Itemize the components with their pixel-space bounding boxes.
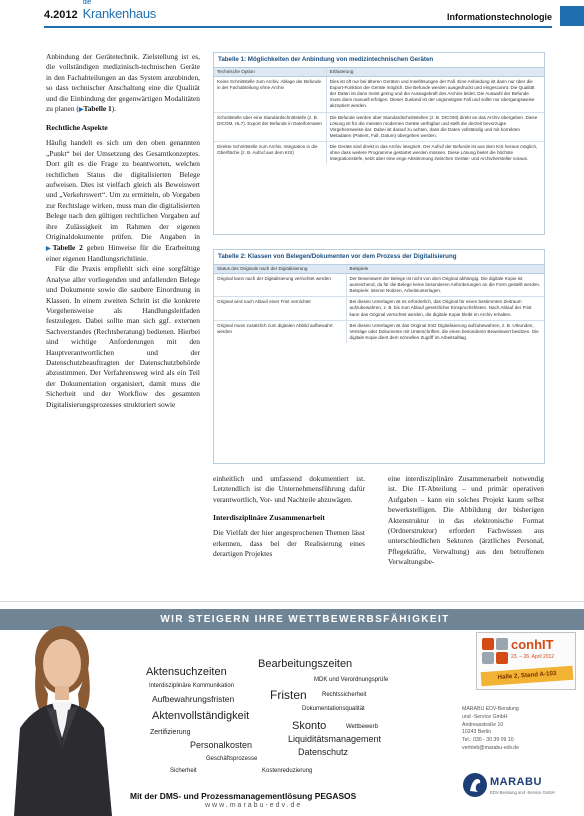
data-table bbox=[214, 68, 544, 164]
advertisement bbox=[0, 590, 584, 816]
table-reference[interactable]: ▶Tabelle 1 bbox=[78, 104, 112, 114]
ad-keyword: Personalkosten bbox=[190, 740, 253, 750]
table-cell: Die Befunde werden über Standardschnittstellen (z. B. DICOM) direkt an das Archiv übergeben. Diese Lösung ist für die meisten modernen Geräte verfügbar und stellt die derzeit bevorzugte Vorgehensweise dar. Dabei ist darauf zu achten, dass die Daten vollständig und mit korrekten Metadaten (Patient, Fall, Datum) übergeben werden. bbox=[326, 112, 544, 141]
contact-line: Andreasstraße 10 bbox=[462, 721, 504, 728]
table-reference[interactable]: ▶Tabelle 2 bbox=[46, 242, 83, 252]
arrow-right-icon: ▶ bbox=[78, 107, 84, 114]
marabu-subtitle: EDV-Beratung und -Service GmbH bbox=[490, 790, 555, 795]
ad-keyword: Rechtssicherheit bbox=[322, 692, 367, 698]
table-cell: Keine Schnittstelle zum Archiv. Ablage der Befunde in der Fachabteilung ohne Archiv bbox=[214, 77, 326, 112]
magazine-logo bbox=[82, 0, 156, 21]
table-row bbox=[214, 320, 544, 343]
ad-keyword: Datenschutz bbox=[298, 747, 349, 757]
paragraph: Anbindung der Gerätetechnik. Zielstellung ist es, die vollständigen medizinisch-technischen Geräte in den Fachabteilungen an das System anzubinden, so dass technischer Anschaltung eine die Qualität und die Einbindung der gegenwärtigen Modalitäten zu planen (▶Tabelle 1). bbox=[46, 52, 200, 114]
ad-tagline: Mit der DMS- und Prozessmanagementlösung PEGASOS bbox=[130, 791, 357, 801]
conhit-badge bbox=[476, 632, 576, 690]
contact-email-link[interactable]: vertrieb@marabu-edv.de bbox=[462, 744, 520, 751]
data-table bbox=[214, 265, 544, 343]
arrow-right-icon: ▶ bbox=[46, 245, 53, 252]
table-cell: Original muss zusätzlich zum digitalen Abbild aufbewahrt werden bbox=[214, 320, 346, 343]
table-1 bbox=[213, 52, 545, 235]
table-row bbox=[214, 274, 544, 297]
header-rule bbox=[44, 26, 552, 28]
ad-keyword: Fristen bbox=[270, 688, 307, 702]
ad-keyword: MDK und Verordnungsprüfe bbox=[314, 677, 389, 683]
ad-keyword: Kostenreduzierung bbox=[262, 768, 313, 774]
ad-keyword: Skonto bbox=[292, 720, 327, 732]
conhit-stand: Halle 2, Stand A-103 bbox=[481, 666, 574, 686]
contact-line: MARABU EDV-Beratung bbox=[462, 706, 519, 712]
magazine-logo-small: die bbox=[82, 0, 92, 6]
contact-line: und -Service GmbH bbox=[462, 713, 508, 720]
paragraph: Die Vielfalt der hier angesprochenen Themen lässt erkennen, dass bei der Realisierung eines derartigen Projektes bbox=[213, 528, 365, 559]
table-row bbox=[214, 112, 544, 141]
ad-headline: WIR STEIGERN IHRE WETTBEWERBSFÄHIGKEIT bbox=[160, 614, 450, 625]
column-header: Beispiele bbox=[346, 265, 544, 274]
table-cell: Bei diesen Unterlagen ist das Original trotz Digitalisierung aufzubewahren, z. B. Urkunden, Verträge oder Dokumente mit Unterschriften, die einen besonderen Beweiswert besitzen. Die digitale Kopie dient dem schnellen Zugriff im Arbeitsalltag. bbox=[349, 322, 539, 340]
marabu-name: MARABU bbox=[490, 776, 542, 788]
ad-keyword: Bearbeitungszeiten bbox=[258, 658, 353, 670]
table-header-row bbox=[214, 68, 544, 77]
body-column-1 bbox=[46, 52, 200, 410]
table-row bbox=[214, 77, 544, 112]
businesswoman-photo bbox=[6, 598, 116, 816]
table-2 bbox=[213, 249, 545, 464]
subheading: Interdisziplinäre Zusammenarbeit bbox=[213, 513, 325, 523]
ad-keyword: Dokumentationsqualität bbox=[302, 706, 365, 712]
marabu-logo-block bbox=[462, 770, 572, 804]
conhit-date: 23. – 26. April 2012 bbox=[511, 654, 555, 660]
table-row bbox=[214, 141, 544, 164]
table-title: Tabelle 2: Klassen von Belegen/Dokumenten vor dem Prozess der Digitalisierung bbox=[214, 250, 544, 265]
paragraph: einheitlich und umfassend dokumentiert ist. Letztendlich ist die Unternehmensführung dafür verantwortlich, Vor- und Nachteile abzuwägen. bbox=[213, 474, 365, 504]
section-title: Informationstechnologie bbox=[446, 12, 552, 22]
paragraph: Häufig handelt es sich um den oben genannten „Punkt“ bei der Umsetzung des Gesamtkonzeptes. Dort gilt es die Frage zu beantworten, welchen rechtlichen Status die digitalisierten Belege aufweisen. Dies ist vielfach gleich als Beweiswert und „Verkehrswert“. Um zu ermitteln, ob Vorgaben zur Rechtslage wirken, muss man die digitalisierten Belege nach den gültigen rechtlichen Vorgaben auf ihre Zulässigkeit im Rahmen der eigenen Originaldokumente prüfen. Die Angaben in ▶Tabelle 2 geben Hinweise für die Erarbeitung einer eigenen Handlungsrichtlinie. bbox=[46, 138, 200, 263]
issue-number: 4.2012 bbox=[44, 9, 78, 21]
ad-keyword: Wettbewerb bbox=[346, 724, 378, 730]
body-column-2 bbox=[213, 474, 365, 559]
ad-keyword: Zertifizierung bbox=[150, 729, 191, 736]
column-header: Status des Originals nach der Digitalisierung bbox=[214, 265, 346, 274]
ad-keyword: Liquiditätsmanagement bbox=[288, 734, 382, 744]
column-header: Technische Option bbox=[214, 68, 326, 77]
table-header-row bbox=[214, 265, 544, 274]
table-row bbox=[214, 297, 544, 320]
table-cell: Original kann nach der Digitalisierung vernichtet werden bbox=[214, 274, 346, 297]
running-header-left bbox=[44, 0, 156, 21]
table-title: Tabelle 1: Möglichkeiten der Anbindung von medizintechnischen Geräten bbox=[214, 53, 544, 68]
contact-line: Tel.: 030 - 30 39 09 10 bbox=[462, 737, 514, 744]
ad-keyword: Aufbewahrungsfristen bbox=[152, 694, 235, 704]
table-cell: Bei diesen Unterlagen ist es erforderlich, das Original für einen bestimmten Zeitraum aufzubewahren, z. B. bis zum Ablauf gesetzlicher Einspruchsfristen. Nach Ablauf der Frist kann das Original vernichtet werden, die digitale Kopie bleibt im Archiv erhalten. bbox=[346, 297, 544, 320]
column-header: Erläuterung bbox=[326, 68, 544, 77]
marabu-bird-icon bbox=[462, 772, 488, 798]
ad-keyword: Interdisziplinäre Kommunikation bbox=[149, 683, 235, 689]
body-column-3 bbox=[388, 474, 544, 568]
ad-keyword: Aktensuchzeiten bbox=[146, 666, 227, 678]
section-color-tab bbox=[560, 6, 584, 26]
paragraph: Für die Praxis empfiehlt sich eine sorgfältige Analyse aller vorliegenden und anfallenden Belege und Dokumente sowie die saubere Einordnung in Klassen. In einem zweiten Schritt ist die konkrete Vorgehensweise als Handlungsleitfaden festzulegen. Dabei sollte man sich ggf. externen Sachverstandes (Rechtsberatung) bedienen. Hierbei sind wichtige Anforderungen mit den Hauptverantwortlichen und der Datenschutzbeauftragten der Datenschutzbehörde abzustimmen. Der Verfahrensweg wird als ein Teil der Dokumentation organisiert, damit muss die Sicherheit und der Workflow des gesamten Digitalisierungsprozesses strukturiert sowie bbox=[46, 264, 200, 409]
magazine-logo-main: Krankenhaus bbox=[82, 6, 156, 21]
ad-keyword: Aktenvollständigkeit bbox=[152, 710, 250, 722]
table-cell: Die Geräte sind direkt in das Archiv integriert. Der Aufruf der Befunde ist aus dem KIS heraus möglich, ohne dass weitere Programme gestartet werden müssen. Diese Lösung bietet die höchste Integrationstiefe, setzt aber eine enge Abstimmung zwischen Geräte- und Archivhersteller voraus. bbox=[329, 143, 538, 162]
subheading: Rechtliche Aspekte bbox=[46, 123, 108, 133]
ad-keyword: Sicherheit bbox=[170, 768, 197, 774]
table-cell: Original wird nach Ablauf einer Frist vernichtet bbox=[214, 297, 346, 320]
table-cell: Der Beweiswert der Belege ist nicht von dem Original abhängig. Die digitale Kopie ist ausreichend, da für die Belege keine besonderen Anforderungen an die Form gestellt werden. Beispiele: interne Notizen, Arbeitsunterlagen. bbox=[346, 274, 544, 297]
paragraph: eine interdisziplinäre Zusammenarbeit notwendig ist. Die IT-Abteilung – und primär operativen Aufgaben – kann ein solches Projekt kaum selbst bewerkstelligen. Die Abbildung der bisherigen Aktenstruktur in das elektronische Format (Ordnerstruktur) erfordert Fachwissen aus unterschiedlichen Sektoren (ärztliches Personal, Pflegekräfte, Verwaltung) aus den betroffenen Verwaltungsbe- bbox=[388, 474, 544, 567]
conhit-name: conhIT bbox=[511, 637, 554, 652]
table-cell: Dies ist oft nur bei älteren Geräten und Insellösungen der Fall. Eine Anbindung ist dann nur über die Export-Funktion der Geräte möglich. Die Befunde werden ausgedruckt und eingescannt. Die Qualität der Daten ist dann meist gering und die Aussagekraft des Archivs leidet. Die Auswahl der Befunde muss dann manuell erfolgen. Dieser Zustand ist der ungünstigste Fall und sollte nur übergangsweise akzeptiert werden. bbox=[326, 77, 544, 112]
ad-website-link[interactable]: www.marabu-edv.de bbox=[205, 802, 303, 809]
contact-block bbox=[462, 706, 519, 753]
ad-keyword: Geschäftsprozesse bbox=[206, 756, 258, 762]
conhit-logo-icon bbox=[482, 638, 508, 664]
contact-line: 10243 Berlin bbox=[462, 729, 492, 736]
table-cell: Direkte Schnittstelle zum Archiv. Integration in die Oberfläche (z. B. Aufruf aus dem KIS) bbox=[214, 141, 326, 164]
table-cell: Schnittstelle über eine Standardschnittstelle (z. B. DICOM, HL7). Export der Befunde in Dateiformaten bbox=[214, 112, 326, 141]
